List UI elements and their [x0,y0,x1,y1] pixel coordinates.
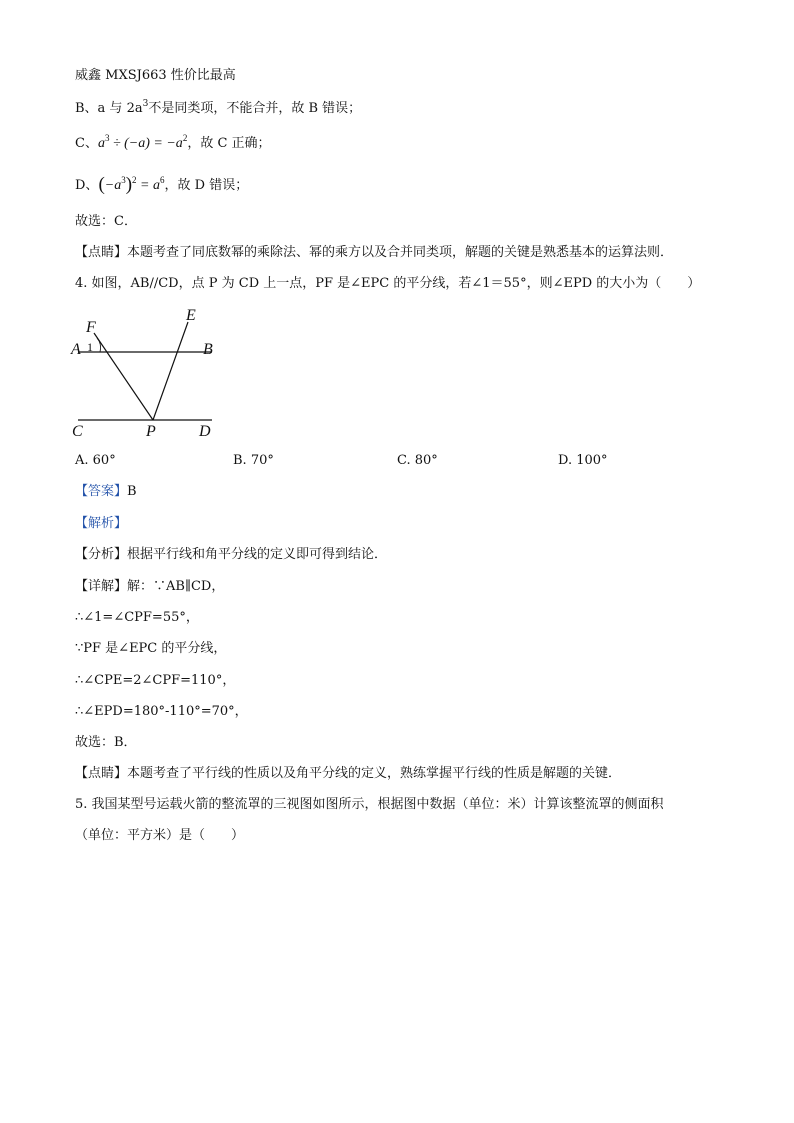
formula-exponent: 3 [121,175,126,185]
solution-c-line [75,133,271,152]
formula-base: a [97,136,105,151]
comment-text: 本题考查了同底数幂的乘除法、幂的乘方以及合并同类项，解题的关键是熟悉基本的运算法则． [127,245,674,260]
solution-b-prefix: B、a 与 2a [75,101,143,116]
solution-c-suffix: ，故 C 正确； [187,136,271,151]
formula-inner: −a [104,178,122,193]
option-a: A. 60° [75,453,116,468]
answer-line [75,484,137,500]
label-b: B [203,341,213,358]
comment-tag: 【点睛】 [75,766,128,781]
analysis-tag: 【解析】 [75,516,128,531]
formula-equals: = a [136,178,160,193]
label-p: P [146,423,156,437]
solution-c-prefix: C、 [75,136,98,151]
step-4: ∴∠EPD=180°-110°=70°， [75,704,248,719]
question-4-comment [75,766,621,782]
ray-pf [94,333,153,420]
question-4-choice: 故选：B． [75,735,137,750]
label-e: E [186,307,196,324]
detail-tag: 【详解】 [75,579,128,594]
detail-text: 解：∵AB∥CD， [127,579,225,594]
solution-c-formula [97,133,188,151]
comment-tag: 【点睛】 [75,245,128,260]
solution-d-prefix: D、 [75,178,99,193]
answer-value: B [127,484,137,499]
formula-exponent: 6 [160,175,165,185]
question-4-stem: 4. 如图，AB//CD，点 P 为 CD 上一点，PF 是∠EPC 的平分线，若∠1＝55°，则∠EPD 的大小为（ ） [75,276,701,291]
option-c: C. 80° [397,453,438,468]
analysis-head [75,547,387,563]
detail-line [75,579,224,595]
analysis-head-tag: 【分析】 [75,547,128,562]
step-3: ∴∠CPE=2∠CPF=110°， [75,673,236,688]
paren-close: ) [125,174,133,195]
ray-pe [153,322,188,420]
label-d: D [199,423,211,437]
formula-middle: ÷ (−a) = −a [109,136,183,151]
question-5-line-1: 5. 我国某型号运载火箭的整流罩的三视图如图所示，根据图中数据（单位：米）计算该整流罩的侧面积 [75,797,664,812]
solution-b-suffix: 不是同类项，不能合并，故 B 错误； [148,101,362,116]
option-b: B. 70° [233,453,274,468]
label-angle-1: 1 [87,340,93,354]
solution-b-sup: 3 [142,99,149,109]
answer-tag: 【答案】 [75,484,128,499]
solution-d-line [75,176,248,194]
solution-d-suffix: ，故 D 错误； [164,178,249,193]
comment-text: 本题考查了平行线的性质以及角平分线的定义，熟练掌握平行线的性质是解题的关键． [127,766,622,781]
option-d: D. 100° [558,453,608,468]
formula-exponent: 2 [132,175,137,185]
label-a: A [71,341,81,358]
step-2: ∵PF 是∠EPC 的平分线， [75,641,227,656]
step-1: ∴∠1=∠CPF=55°， [75,610,199,625]
label-c: C [72,423,83,437]
analysis-head-text: 根据平行线和角平分线的定义即可得到结论． [127,547,388,562]
prev-comment [75,245,673,261]
solution-b-line [75,101,361,118]
paren-open: ( [98,174,105,195]
prev-choice: 故选：C． [75,214,137,229]
question-5-line-2: （单位：平方米）是（ ） [75,828,245,843]
geometry-figure [68,303,228,437]
label-f: F [86,319,96,336]
solution-d-formula [98,174,165,195]
angle-1-arc [97,338,101,352]
header-watermark: 威鑫 MXSJ663 性价比最高 [75,68,236,83]
formula-exponent: 3 [104,133,110,143]
formula-exponent: 2 [182,133,188,143]
